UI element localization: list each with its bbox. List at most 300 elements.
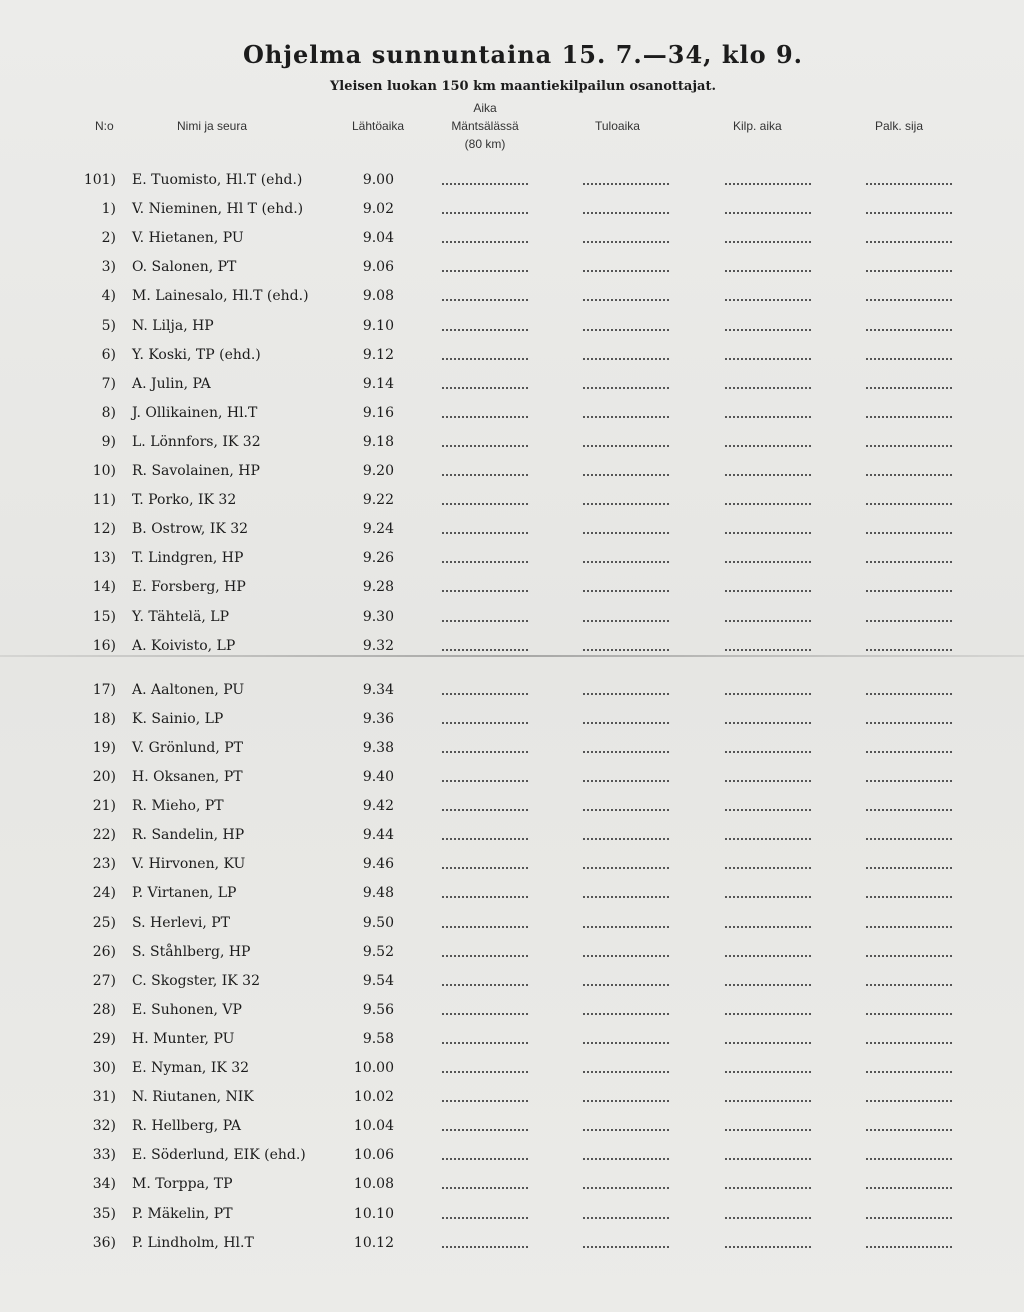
start-time: 9.26 [362,550,394,567]
split-time-blank [442,926,528,928]
participant-name: M. Torppa, TP [132,1176,233,1193]
placing-blank [866,838,952,840]
split-time-blank [442,416,528,418]
column-header-split-distance: (80 km) [464,137,506,151]
placing-blank [866,809,952,811]
participant-name: M. Lainesalo, Hl.T (ehd.) [132,288,309,305]
participant-number: 29) [92,1030,116,1047]
finish-time-blank [583,751,669,753]
placing-blank [866,1013,952,1015]
placing-blank [866,329,952,331]
race-time-blank [725,590,811,592]
split-time-blank [442,474,528,476]
split-time-blank [442,1187,528,1189]
table-row [0,944,1024,964]
finish-time-blank [583,590,669,592]
table-row [0,230,1024,250]
placing-blank [866,270,952,272]
participant-number: 18) [92,710,116,727]
finish-time-blank [583,416,669,418]
split-time-blank [442,1071,528,1073]
finish-time-blank [583,532,669,534]
participant-name: S. Ståhlberg, HP [132,943,251,960]
table-row [0,579,1024,599]
start-time: 9.08 [362,288,394,305]
participant-number: 35) [92,1205,116,1222]
table-row [0,492,1024,512]
placing-blank [866,1187,952,1189]
split-time-blank [442,1100,528,1102]
participant-name: Y. Koski, TP (ehd.) [132,346,261,363]
participant-number: 7) [101,375,116,392]
placing-blank [866,532,952,534]
table-row [0,740,1024,760]
column-header-race-time: Kilp. aika [733,119,782,133]
start-time: 9.30 [362,608,394,625]
participant-number: 13) [92,550,116,567]
table-row [0,769,1024,789]
participant-number: 22) [92,827,116,844]
table-row [0,347,1024,367]
table-row [0,827,1024,847]
start-time: 9.20 [362,463,394,479]
placing-blank [866,867,952,869]
race-time-blank [725,241,811,243]
split-time-blank [442,358,528,360]
split-time-blank [442,503,528,505]
participant-number: 33) [92,1147,116,1164]
split-time-blank [442,751,528,753]
finish-time-blank [583,387,669,389]
participant-name: R. Mieho, PT [132,798,224,815]
finish-time-blank [583,620,669,622]
race-time-blank [725,780,811,782]
table-row [0,885,1024,905]
split-time-blank [442,809,528,811]
race-time-blank [725,1129,811,1131]
placing-blank [866,561,952,563]
participant-number: 16) [92,637,116,654]
participant-name: V. Grönlund, PT [132,739,244,756]
column-header-placing: Palk. sija [875,119,924,133]
race-time-blank [725,1013,811,1015]
finish-time-blank [583,926,669,928]
race-time-blank [725,867,811,869]
participant-number: 1) [101,201,116,218]
participant-number: 5) [101,317,116,334]
participant-name: A. Aaltonen, PU [132,681,245,698]
participant-number: 36) [92,1234,116,1251]
table-row [0,463,1024,483]
participant-number: 32) [92,1118,116,1135]
finish-time-blank [583,896,669,898]
placing-blank [866,1217,952,1219]
participant-number: 24) [92,885,116,902]
placing-blank [866,955,952,957]
participant-number: 15) [92,608,116,625]
finish-time-blank [583,474,669,476]
start-time: 9.00 [362,172,394,188]
table-row [0,915,1024,935]
start-time: 10.10 [353,1205,394,1222]
participant-name: R. Hellberg, PA [132,1118,241,1135]
finish-time-blank [583,1013,669,1015]
table-row [0,1089,1024,1109]
placing-blank [866,984,952,986]
table-row [0,798,1024,818]
finish-time-blank [583,1129,669,1131]
participant-number: 27) [92,972,116,989]
table-row [0,434,1024,454]
race-time-blank [725,1187,811,1189]
start-time: 9.24 [362,521,394,538]
participant-name: B. Ostrow, IK 32 [132,521,249,538]
race-time-blank [725,1158,811,1160]
table-row [0,973,1024,993]
finish-time-blank [583,1187,669,1189]
finish-time-blank [583,299,669,301]
participant-name: K. Sainio, LP [132,710,224,727]
participant-name: O. Salonen, PT [132,259,237,276]
race-time-blank [725,474,811,476]
participant-number: 12) [92,521,116,538]
race-time-blank [725,984,811,986]
table-row [0,1031,1024,1051]
placing-blank [866,387,952,389]
race-time-blank [725,1217,811,1219]
participant-name: R. Sandelin, HP [132,827,245,844]
placing-blank [866,1158,952,1160]
finish-time-blank [583,503,669,505]
page-subtitle: Yleisen luokan 150 km maantiekilpailun osanottajat. [329,79,716,94]
participant-number: 34) [92,1176,116,1193]
participant-name: P. Mäkelin, PT [132,1205,233,1222]
table-row [0,1118,1024,1138]
placing-blank [866,1246,952,1248]
participant-number: 26) [92,943,116,960]
start-time: 9.02 [362,201,394,218]
column-header-finish: Tuloaika [595,119,640,133]
placing-blank [866,358,952,360]
start-time: 9.18 [362,433,394,450]
start-time: 9.16 [362,404,394,421]
participant-number: 30) [92,1060,116,1076]
split-time-blank [442,722,528,724]
placing-blank [866,503,952,505]
split-time-blank [442,984,528,986]
table-row [0,638,1024,658]
split-time-blank [442,183,528,185]
table-row [0,856,1024,876]
column-header-name: Nimi ja seura [177,119,248,133]
race-time-blank [725,445,811,447]
finish-time-blank [583,693,669,695]
race-time-blank [725,212,811,214]
placing-blank [866,926,952,928]
race-time-blank [725,1042,811,1044]
split-time-blank [442,838,528,840]
page-title: Ohjelma sunnuntaina 15. 7.—34, klo 9. [242,40,804,69]
placing-blank [866,1100,952,1102]
column-header-start: Lähtöaika [352,119,405,133]
race-time-blank [725,183,811,185]
race-time-blank [725,532,811,534]
race-time-blank [725,1100,811,1102]
race-time-blank [725,561,811,563]
placing-blank [866,751,952,753]
split-time-blank [442,1129,528,1131]
start-time: 9.40 [362,769,394,785]
participant-name: N. Riutanen, NIK [132,1089,254,1106]
participant-name: J. Ollikainen, Hl.T [132,404,258,421]
start-time: 9.56 [362,1001,394,1018]
finish-time-blank [583,649,669,651]
split-time-blank [442,270,528,272]
split-time-blank [442,955,528,957]
participant-number: 10) [92,463,116,479]
split-time-blank [442,867,528,869]
finish-time-blank [583,838,669,840]
start-time: 10.04 [353,1118,394,1135]
start-time: 9.12 [362,346,394,363]
participant-name: E. Suhonen, VP [132,1001,242,1018]
race-time-blank [725,722,811,724]
start-time: 10.06 [353,1147,394,1164]
participant-name: A. Julin, PA [132,375,211,392]
participant-number: 25) [92,914,116,931]
table-row [0,259,1024,279]
split-time-blank [442,1013,528,1015]
table-row [0,376,1024,396]
participant-number: 14) [92,579,116,596]
start-time: 9.38 [362,739,394,756]
placing-blank [866,1129,952,1131]
split-time-blank [442,561,528,563]
start-time: 9.58 [362,1030,394,1047]
table-row [0,609,1024,629]
participant-name: Y. Tähtelä, LP [132,608,229,625]
participant-number: 6) [101,346,116,363]
placing-blank [866,649,952,651]
placing-blank [866,241,952,243]
participant-number: 31) [92,1089,116,1106]
table-row [0,201,1024,221]
finish-time-blank [583,1246,669,1248]
participant-number: 9) [101,433,116,450]
participant-name: V. Hietanen, PU [132,230,244,247]
split-time-blank [442,445,528,447]
split-time-blank [442,649,528,651]
table-row [0,550,1024,570]
participant-name: E. Tuomisto, Hl.T (ehd.) [132,172,303,188]
participant-name: H. Oksanen, PT [132,769,243,785]
start-time: 9.46 [362,856,394,873]
participant-name: V. Nieminen, Hl T (ehd.) [132,201,304,218]
table-row [0,1060,1024,1080]
race-time-blank [725,896,811,898]
split-time-blank [442,329,528,331]
table-row [0,682,1024,702]
finish-time-blank [583,1158,669,1160]
participant-name: P. Virtanen, LP [132,885,237,902]
split-time-blank [442,212,528,214]
finish-time-blank [583,183,669,185]
start-time: 9.22 [362,492,394,509]
race-time-blank [725,693,811,695]
placing-blank [866,212,952,214]
placing-blank [866,896,952,898]
participant-name: E. Söderlund, EIK (ehd.) [132,1147,306,1164]
participant-number: 21) [92,798,116,815]
participant-number: 17) [92,681,116,698]
participant-number: 28) [92,1001,116,1018]
race-time-blank [725,955,811,957]
start-time: 9.28 [362,579,394,596]
start-time: 9.54 [362,972,394,989]
start-time: 9.10 [362,317,394,334]
split-time-blank [442,532,528,534]
race-time-blank [725,809,811,811]
placing-blank [866,445,952,447]
split-time-blank [442,896,528,898]
race-time-blank [725,751,811,753]
placing-blank [866,1071,952,1073]
race-time-blank [725,1071,811,1073]
split-time-blank [442,1042,528,1044]
split-time-blank [442,1246,528,1248]
participant-name: A. Koivisto, LP [132,637,236,654]
finish-time-blank [583,358,669,360]
split-time-blank [442,241,528,243]
table-row [0,1147,1024,1167]
start-time: 10.00 [353,1060,394,1076]
split-time-blank [442,1217,528,1219]
finish-time-blank [583,1100,669,1102]
finish-time-blank [583,867,669,869]
placing-blank [866,1042,952,1044]
placing-blank [866,780,952,782]
start-time: 10.02 [353,1089,394,1106]
participant-name: V. Hirvonen, KU [132,856,246,873]
finish-time-blank [583,241,669,243]
placing-blank [866,693,952,695]
participant-number: 19) [92,739,116,756]
start-time: 9.50 [362,914,394,931]
placing-blank [866,183,952,185]
participant-name: C. Skogster, IK 32 [132,972,260,989]
participant-name: L. Lönnfors, IK 32 [132,433,261,450]
participant-number: 3) [101,259,116,276]
finish-time-blank [583,1217,669,1219]
finish-time-blank [583,1042,669,1044]
participant-name: R. Savolainen, HP [132,463,260,479]
race-time-blank [725,387,811,389]
table-row [0,318,1024,338]
split-time-blank [442,590,528,592]
finish-time-blank [583,329,669,331]
race-time-blank [725,926,811,928]
participant-number: 4) [101,288,116,305]
placing-blank [866,590,952,592]
race-time-blank [725,1246,811,1248]
table-row [0,1002,1024,1022]
participant-number: 8) [101,404,116,421]
participant-number: 101) [83,172,116,188]
participant-number: 2) [101,230,116,247]
table-row [0,711,1024,731]
race-time-blank [725,299,811,301]
finish-time-blank [583,984,669,986]
placing-blank [866,299,952,301]
placing-blank [866,416,952,418]
participant-name: E. Nyman, IK 32 [132,1060,250,1076]
participant-name: T. Porko, IK 32 [132,492,237,509]
split-time-blank [442,1158,528,1160]
race-time-blank [725,416,811,418]
start-time: 9.44 [362,827,394,844]
participant-name: H. Munter, PU [132,1030,235,1047]
participant-number: 20) [92,769,116,785]
start-time: 9.06 [362,259,394,276]
table-row [0,405,1024,425]
finish-time-blank [583,955,669,957]
column-header-split: Mäntsälässä [451,119,519,133]
split-time-blank [442,693,528,695]
finish-time-blank [583,809,669,811]
finish-time-blank [583,212,669,214]
finish-time-blank [583,445,669,447]
placing-blank [866,722,952,724]
race-time-blank [725,503,811,505]
start-time: 10.08 [353,1176,394,1193]
start-time: 9.34 [362,681,394,698]
race-time-blank [725,838,811,840]
race-time-blank [725,329,811,331]
column-header-number: N:o [95,119,114,133]
table-row [0,1206,1024,1226]
table-row [0,521,1024,541]
start-time: 9.52 [362,943,394,960]
start-time: 9.14 [362,375,394,392]
finish-time-blank [583,270,669,272]
participant-name: S. Herlevi, PT [132,914,230,931]
race-time-blank [725,358,811,360]
placing-blank [866,620,952,622]
participant-number: 11) [92,492,116,509]
start-time: 9.36 [362,710,394,727]
split-time-blank [442,620,528,622]
participant-name: P. Lindholm, Hl.T [132,1234,254,1251]
table-row [0,288,1024,308]
finish-time-blank [583,722,669,724]
participant-number: 23) [92,856,116,873]
split-time-blank [442,780,528,782]
split-time-blank [442,387,528,389]
split-time-blank [442,299,528,301]
race-time-blank [725,649,811,651]
table-row [0,1176,1024,1196]
placing-blank [866,474,952,476]
participant-name: E. Forsberg, HP [132,579,246,596]
start-time: 9.04 [362,230,394,247]
start-time: 9.48 [362,885,394,902]
finish-time-blank [583,780,669,782]
participant-name: T. Lindgren, HP [132,550,244,567]
start-time: 9.32 [362,637,394,654]
table-row [0,1235,1024,1255]
column-header-split-top: Aika [473,101,497,115]
start-time: 10.12 [353,1234,394,1251]
